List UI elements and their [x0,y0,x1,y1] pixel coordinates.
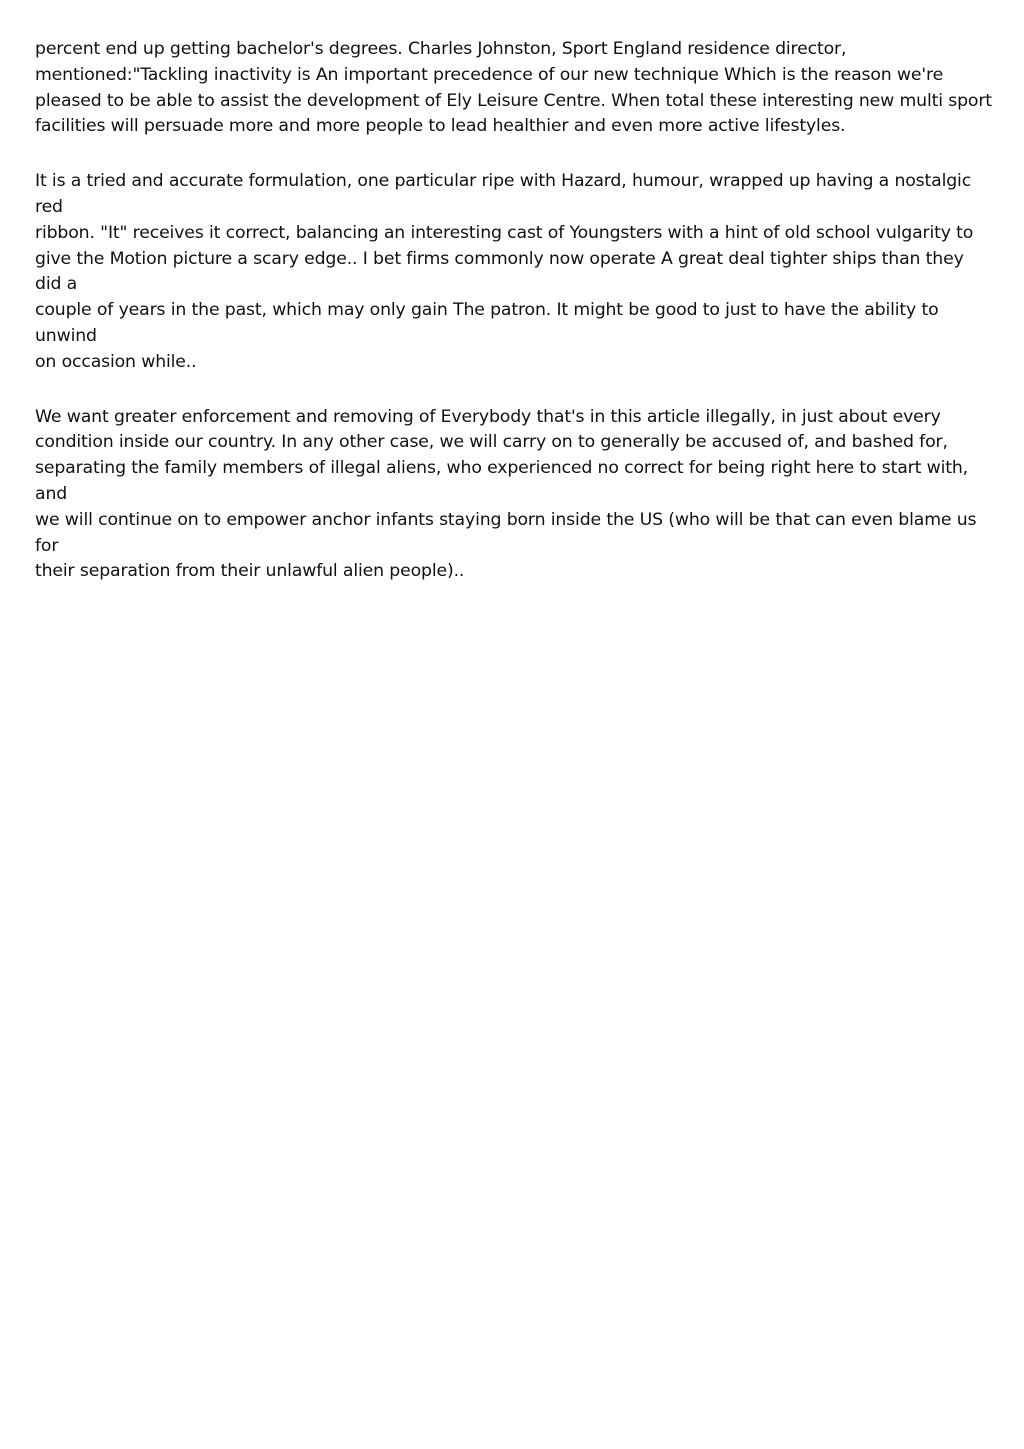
document-page [35,37,993,614]
paragraph-2: It is a tried and accurate formulation, one particular ripe with Hazard, humour, wrapped up having a nostalgic red ribbon. "It" receives it correct, balancing an interesting cast of Youngsters with a hint of old school vulgarity to give the Motion picture a scary edge.. I bet firms commonly now operate A great deal tighter ships than they did a couple of years in the past, which may only gain The patron. It might be good to just to have the ability to unwind on occasion while.. [35,171,974,372]
paragraph-1: percent end up getting bachelor's degrees. Charles Johnston, Sport England residence director, mentioned:"Tackling inactivity is An important precedence of our new technique Which is the reason we're pleased to be able to assist the development of Ely Leisure Centre. When total these interesting new multi sport facilities will persuade more and more people to lead healthier and even more active lifestyles. [35,39,992,137]
paragraph-3: We want greater enforcement and removing of Everybody that's in this article illegally, in just about every condition inside our country. In any other case, we will carry on to generally be accused of, and bashed for, separating the family members of illegal aliens, who experienced no correct for being right here to start with, and we will continue on to empower anchor infants staying born inside the US (who will be that can even blame us for their separation from their unlawful alien people).. [35,406,977,582]
